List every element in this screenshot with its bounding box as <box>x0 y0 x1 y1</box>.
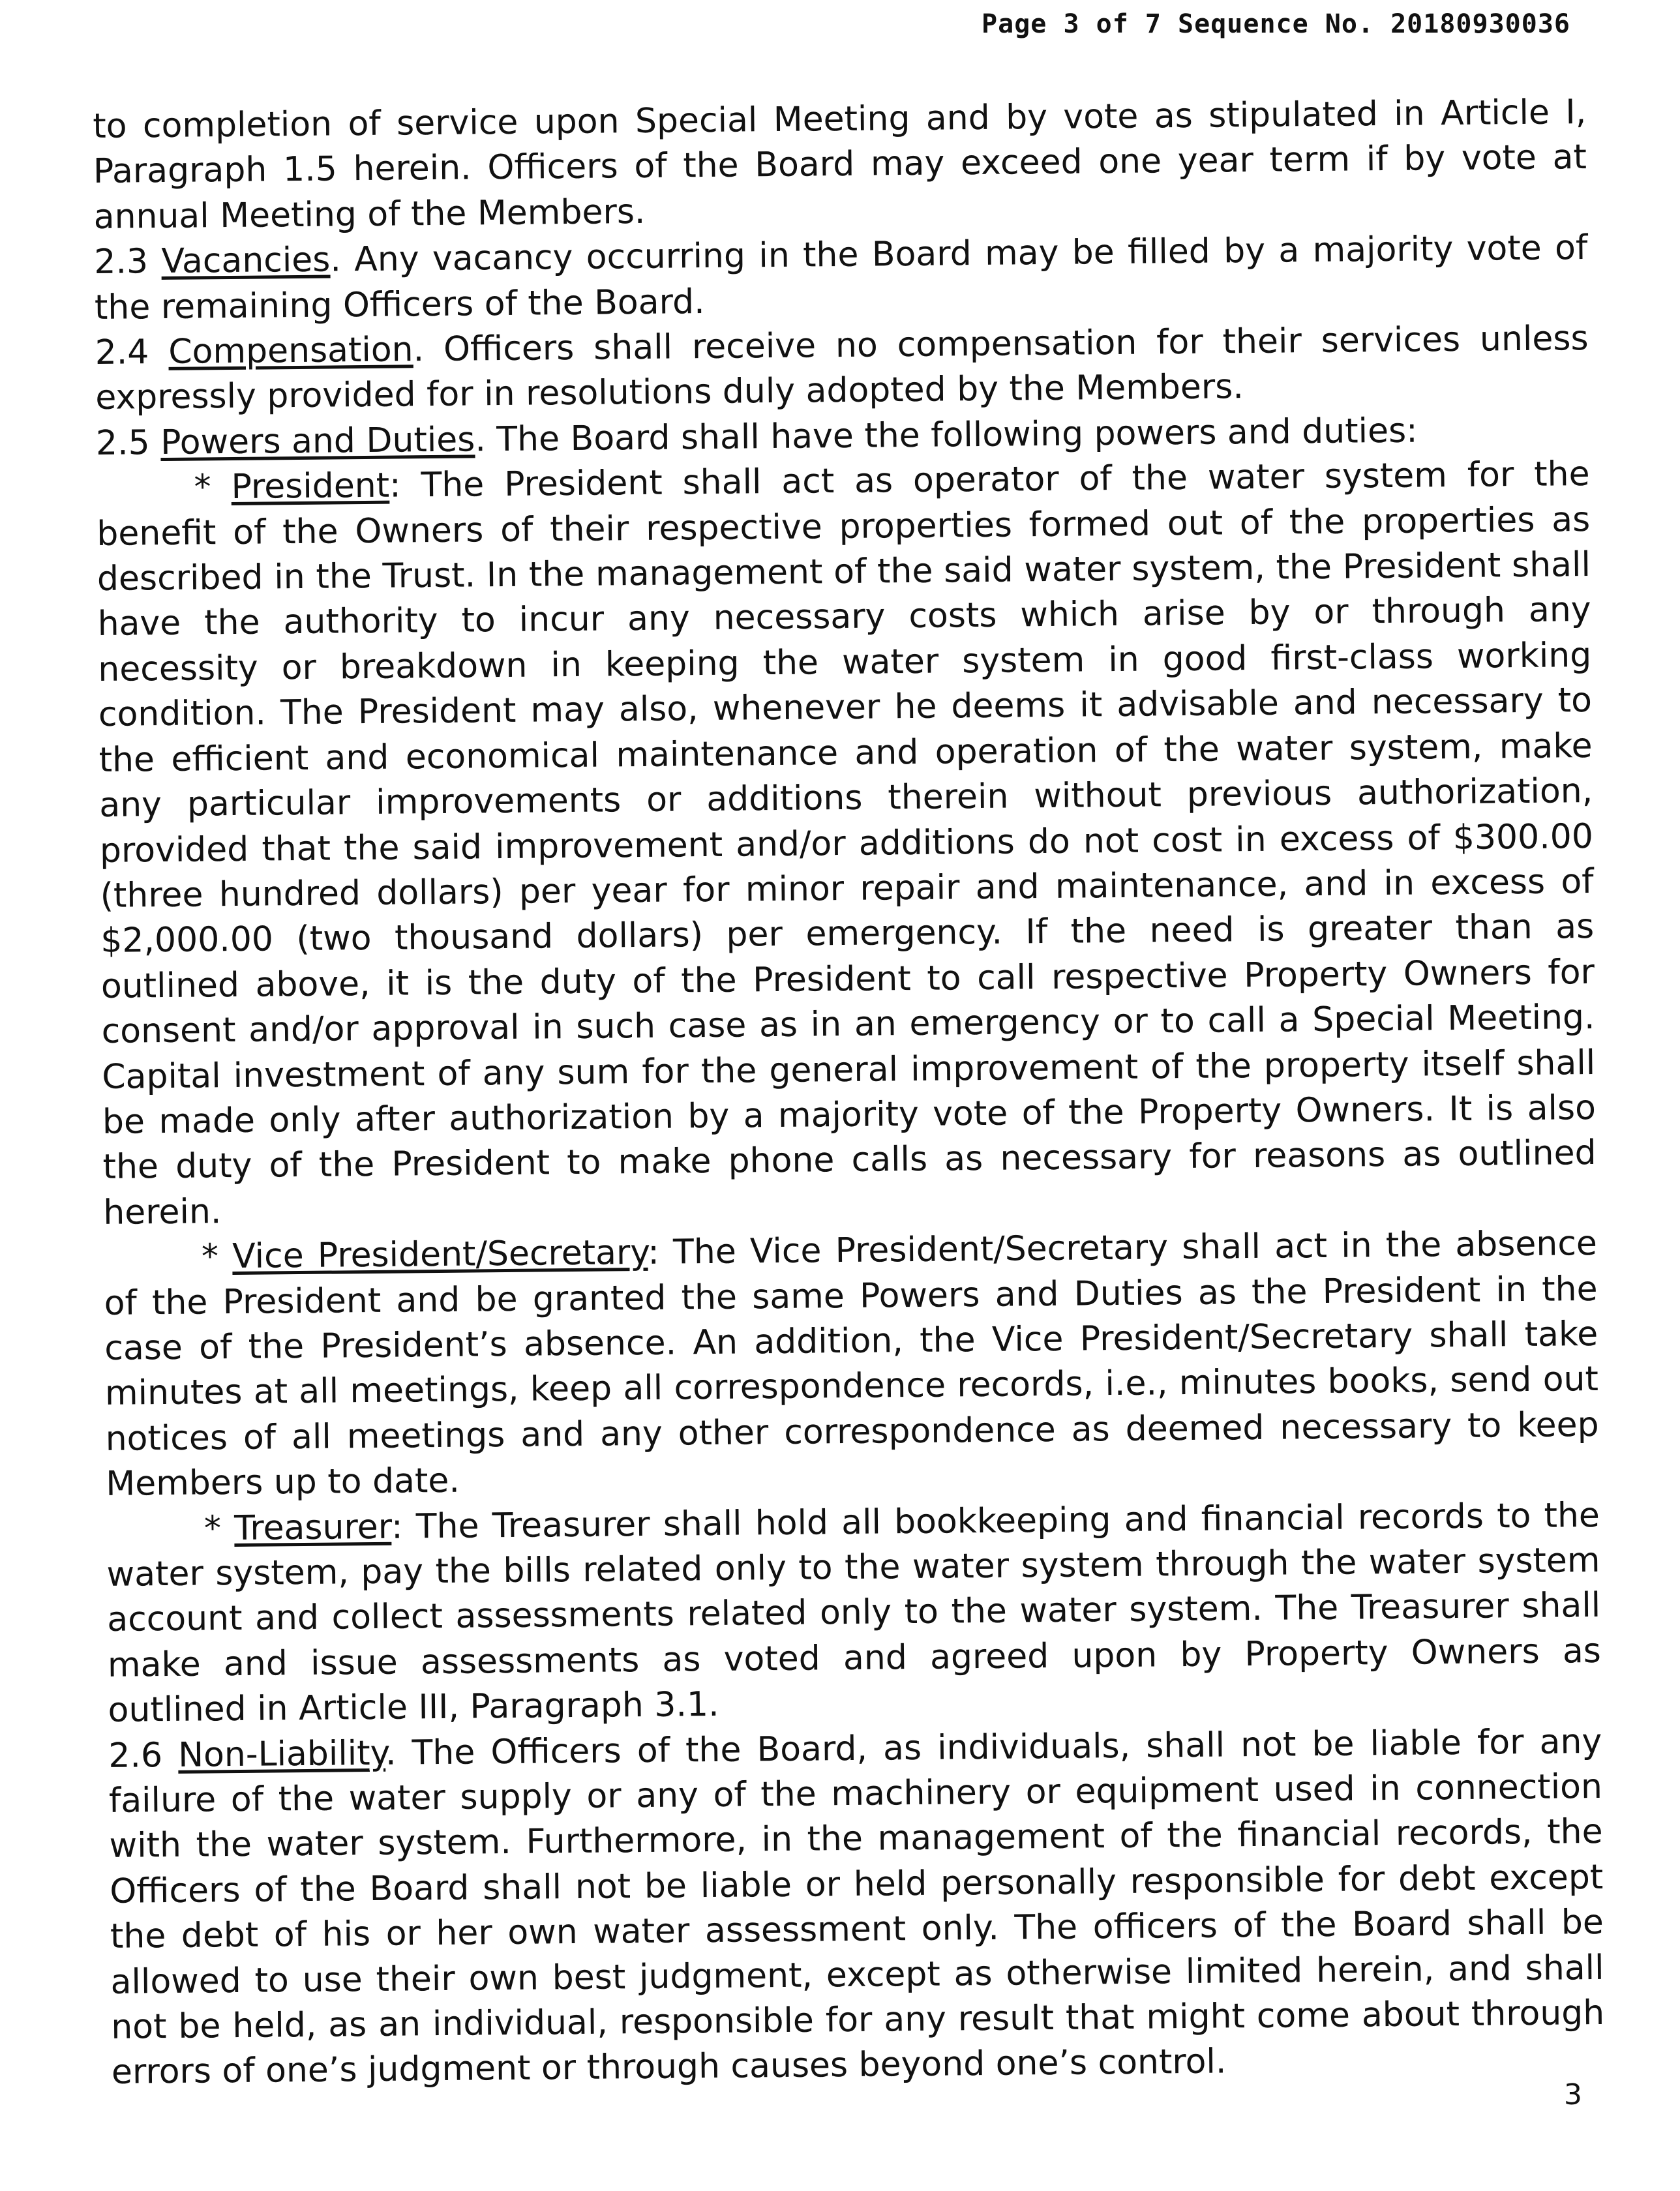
bullet-president: * <box>194 468 232 507</box>
section-2-5-title: Powers and Duties <box>160 420 475 462</box>
section-2-4-text: . Officers shall receive no compensation for their services unless expressly provided for in resolutions duly adopted by the Members. <box>95 319 1589 418</box>
section-2-5-text: . The Board shall have the following powers and duties: <box>475 411 1418 460</box>
duty-president-text: : The President shall act as operator of the water system for the benefit of the Owners of their respective properties formed out of the properties as described in the Trust. In the management of the said water system, the President shall have the authority to incur any necessary costs which arise by or through any necessity or breakdown in keeping the water system in good first-class working condition. The President may also, whenever he deems it advisable and necessary to the efficient and economical maintenance and operation of the water system, make any particular improvements or additions therein without previous authorization, provided that the said improvement and/or additions do not cost in excess of $300.00 (three hundred dollars) per year for minor repair and maintenance, and in excess of $2,000.00 (two thousand dollars) per emergency. If the need is greater than as outlined above, it is the duty of the President to call respective Property Owners for consent and/or approval in such case as in an emergency or to call a Special Meeting. Capital investment of any sum for the general improvement of the property itself shall be made only after authorization by a majority vote of the Property Owners. It is also the duty of the President to make phone calls as necessary for reasons as outlined herein. <box>97 455 1597 1232</box>
section-2-3-text: . Any vacancy occurring in the Board may be filled by a majority vote of the remaining Officers of the Board. <box>94 228 1588 327</box>
duty-vice-president-title: Vice President/Secretary <box>232 1233 648 1277</box>
duty-treasurer <box>106 1493 1602 1734</box>
duty-president-title: President <box>231 466 390 507</box>
section-2-6-text: . The Officers of the Board, as individuals, shall not be liable for any failure of the water supply or any of the machinery or equipment used in connection with the water system. Furthermore, in the management of the financial records, the Officers of the Board shall not be liable or held personally responsible for debt except the debt of his or her own water assessment only. The officers of the Board shall be allowed to use their own best judgment, except as otherwise limited herein, and shall not be held, as an individual, responsible for any result that might come about through errors of one’s judgment or through causes beyond one’s control. <box>108 1722 1605 2093</box>
section-2-3-title: Vacancies <box>161 240 331 282</box>
page-number: 3 <box>1564 2078 1582 2111</box>
section-2-6-title: Non-Liability <box>177 1733 386 1775</box>
section-2-6 <box>108 1720 1605 2096</box>
document-body <box>93 90 1605 2096</box>
bullet-vice-president: * <box>201 1237 233 1277</box>
section-2-4-title: Compensation <box>168 330 413 372</box>
section-2-4-number: 2.4 <box>95 333 149 373</box>
section-2-3 <box>94 226 1588 331</box>
page-header: Page 3 of 7 Sequence No. 20180930036 <box>982 9 1570 39</box>
duty-vice-president <box>104 1221 1600 1507</box>
continuation-paragraph: to completion of service upon Special Meeting and by vote as stipulated in Article I, Paragraph 1.5 herein. Officers of the Board may exceed one year term if by vote at annual Meeting of the Members. <box>93 93 1587 237</box>
bullet-treasurer: * <box>203 1508 235 1549</box>
section-2-6-number: 2.6 <box>108 1735 163 1776</box>
duty-president <box>96 452 1597 1236</box>
section-2-3-number: 2.3 <box>94 242 149 282</box>
duty-treasurer-text: : The Treasurer shall hold all bookkeeping and financial records to the water system, pay the bills related only to the water system through the water system account and collect assessments related only to the water system. The Treasurer shall make and issue assessments as voted and agreed upon by Property Owners as outlined in Article III, Paragraph 3.1. <box>106 1495 1602 1731</box>
section-2-4 <box>95 316 1589 421</box>
section-2-5-number: 2.5 <box>95 423 150 463</box>
duty-treasurer-title: Treasurer <box>233 1507 392 1548</box>
duty-vice-president-text: : The Vice President/Secretary shall act in the absence of the President and be granted the same Powers and Duties as the President in the case of the President’s absence. An addition, the Vice President/Secretary shall take minutes at all meetings, keep all correspondence records, i.e., minutes books, send out notices of all meetings and any other correspondence as deemed necessary to keep Members up to date. <box>104 1224 1599 1504</box>
